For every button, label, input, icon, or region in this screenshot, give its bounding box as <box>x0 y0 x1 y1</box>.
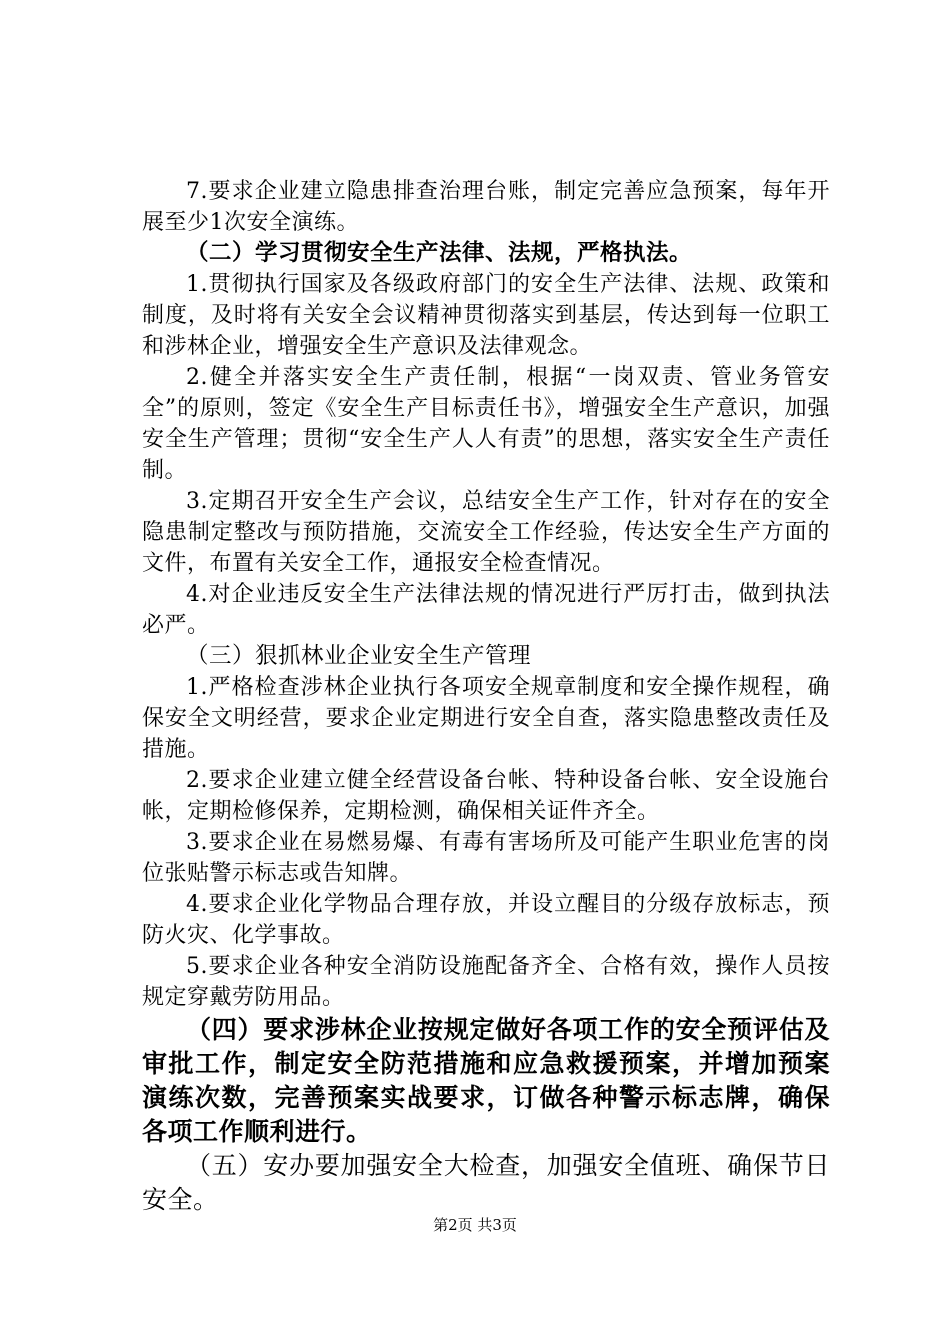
section-heading-3: （三）狠抓林业企业安全生产管理 <box>186 643 532 669</box>
section-heading-2: （二）学习贯彻安全生产法律、法规，严格执法。 <box>186 240 693 266</box>
section-heading-4: （四）要求涉林企业按规定做好各项工作的安全预评估及审批工作，制定安全防范措施和应急救援预案，并增加预案演练次数，完善预案实战要求，订做各种警示标志牌，确保各项工作顺利进行。 <box>142 1015 830 1146</box>
paragraph-item-2-2: 2.健全并落实安全生产责任制，根据“一岗双责、管业务管安全”的原则，签定《安全生产目标责任书》，增强安全生产意识，加强安全生产管理；贯彻“安全生产人人有责”的思想，落实安全生产责任制。 <box>142 365 830 483</box>
paragraph-item-2-4: 4.对企业违反安全生产法律法规的情况进行严厉打击，做到执法必严。 <box>142 582 830 638</box>
page-number-footer: 第2页 共3页 <box>433 1216 517 1234</box>
paragraph-item-3-4: 4.要求企业化学物品合理存放，并设立醒目的分级存放标志，预防火灾、化学事故。 <box>142 892 830 948</box>
paragraph-item-3-2: 2.要求企业建立健全经营设备台帐、特种设备台帐、安全设施台帐，定期检修保养，定期检测，确保相关证件齐全。 <box>142 768 830 824</box>
paragraph-item-3-5: 5.要求企业各种安全消防设施配备齐全、合格有效，操作人员按规定穿戴劳防用品。 <box>142 954 830 1010</box>
paragraph-item-2-3: 3.定期召开安全生产会议，总结安全生产工作，针对存在的安全隐患制定整改与预防措施，交流安全工作经验，传达安全生产方面的文件，布置有关安全工作，通报安全检查情况。 <box>142 489 830 576</box>
paragraph-item-2-1: 1.贯彻执行国家及各级政府部门的安全生产法律、法规、政策和制度，及时将有关安全会议精神贯彻落实到基层，传达到每一位职工和涉林企业，增强安全生产意识及法律观念。 <box>142 272 830 359</box>
paragraph-item-3-3: 3.要求企业在易燃易爆、有毒有害场所及可能产生职业危害的岗位张贴警示标志或告知牌。 <box>142 830 830 886</box>
document-body <box>142 176 830 1217</box>
section-heading-5: （五）安办要加强安全大检查，加强安全值班、确保节日安全。 <box>142 1151 830 1214</box>
paragraph-item-7: 7.要求企业建立隐患排查治理台账，制定完善应急预案，每年开展至少1次安全演练。 <box>142 179 830 235</box>
paragraph-item-3-1: 1.严格检查涉林企业执行各项安全规章制度和安全操作规程，确保安全文明经营，要求企业定期进行安全自查，落实隐患整改责任及措施。 <box>142 675 830 762</box>
